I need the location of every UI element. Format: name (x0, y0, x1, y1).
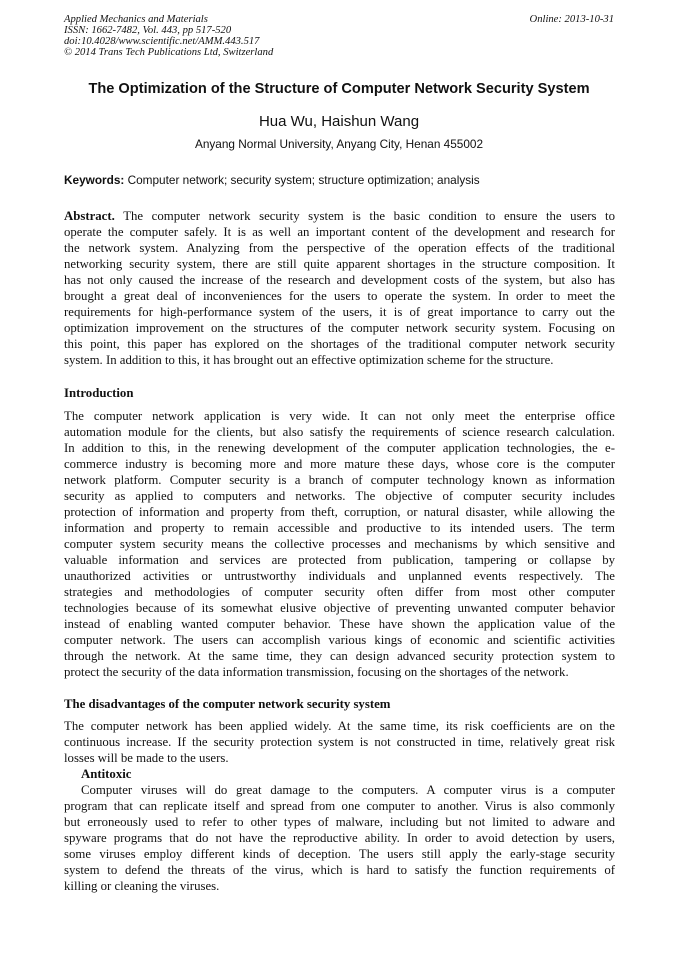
authors: Hua Wu, Haishun Wang (258, 113, 420, 130)
affiliation: Anyang Normal University, Anyang City, Henan 455002 (194, 137, 484, 151)
intro-line: computer network. The users can accomplish various kings of economic and scientific activities (64, 633, 615, 647)
disadvantages-section (64, 718, 615, 766)
antitoxic-line: system to defend the threats of the virus, which is hard to satisfy the function requirements of (64, 863, 615, 877)
antitoxic-section (64, 782, 615, 894)
disadvantages-line: The computer network has been applied widely. At the same time, its risk coefficients are on the (64, 719, 615, 733)
abstract-line: optimization improvement on the structures of the computer network security system. Focusing on (64, 321, 615, 335)
intro-line: technologies because of its somewhat elusive objective of preventing unwanted computer behavior (64, 601, 615, 615)
intro-line: In addition to this, in the renewing development of the computer application technologies, the e- (64, 441, 615, 455)
intro-line: unauthorized activities or untrustworthy individuals and unplanned events respectively. The (64, 569, 615, 583)
paper-title: The Optimization of the Structure of Computer Network Security System (88, 81, 590, 97)
intro-line: through the network. At the same time, they can design advanced security protection system to (64, 649, 615, 663)
keywords (64, 173, 616, 188)
issn-line: ISSN: 1662-7482, Vol. 443, pp 517-520 (64, 25, 232, 36)
abstract-section (64, 208, 615, 368)
abstract-line: system. In addition to this, it has brought out an effective optimization scheme for the structure. (64, 353, 554, 367)
antitoxic-line: but erroneously used to refer to other types of malware, including but not limited to adware and (64, 815, 615, 829)
abstract-line: requirements for high-performance system of the users, it is of great importance to carry out the (64, 305, 615, 319)
intro-line: protect the security of the data information transmission, focusing on the shortages of the network. (64, 665, 569, 679)
antitoxic-line: some viruses employ different kinds of deception. The users still apply the early-stage security (64, 847, 615, 861)
intro-line: commerce industry is becoming more and more mature these days, whose core is the computer (64, 457, 615, 471)
keywords-label: Keywords: (64, 173, 125, 187)
introduction-section (64, 408, 615, 680)
antitoxic-line: spyware programs that do not have the reproductive ability. In order to avoid detection by users, (64, 831, 615, 845)
intro-line: security as applied to computers and networks. The objective of computer security includes (64, 489, 615, 503)
abstract-line: networking security system, there are still quite apparent shortages in the structure composition. It (64, 257, 615, 271)
doi-line: doi:10.4028/www.scientific.net/AMM.443.517 (64, 36, 260, 47)
intro-line: valuable information and services are protected from publication, tampering or collapse by (64, 553, 615, 567)
disadvantages-line: losses will be made to the users. (64, 751, 229, 765)
intro-line: strategies and methodologies of computer security often differ from most other computer (64, 585, 615, 599)
abstract-line: this point, this paper has explored on the shortages of the traditional computer network security (64, 337, 615, 351)
keywords-text: Computer network; security system; structure optimization; analysis (127, 173, 480, 187)
journal-name: Applied Mechanics and Materials (64, 14, 208, 25)
abstract-label: Abstract. (64, 209, 115, 223)
copyright-line: © 2014 Trans Tech Publications Ltd, Switzerland (64, 47, 274, 58)
antitoxic-line: Computer viruses will do great damage to the computers. A computer virus is a computer (81, 783, 615, 797)
abstract-line: has not only caused the increase of the research and development costs of the system, but also has (64, 273, 615, 287)
intro-line: information and property to remain accessible and productive to its intended users. The term (64, 521, 615, 535)
disadvantages-line: continuous increase. If the security protection system is not constructed in time, relatively great risk (64, 735, 615, 749)
intro-line: computer system security means the collective processes and mechanisms by which sensitive and (64, 537, 615, 551)
intro-line: The computer network application is very wide. It can not only meet the enterprise office (64, 409, 615, 423)
disadvantages-heading: The disadvantages of the computer network security system (64, 697, 391, 711)
abstract-line: the network system. Analyzing from the perspective of the operation effects of the traditional (64, 241, 615, 255)
intro-line: network platform. Computer security is a branch of computer technology known as information (64, 473, 615, 487)
abstract-line-text: The computer network security system is the basic condition to ensure the users to (123, 209, 616, 223)
introduction-heading: Introduction (64, 386, 134, 400)
intro-line: instead of enabling wanted computer behavior. These have shown the application value of the (64, 617, 615, 631)
abstract-line: operate the computer safely. It is as well an important content of the development and research for (64, 225, 615, 239)
antitoxic-line: killing or cleaning the viruses. (64, 879, 220, 893)
abstract-line (64, 208, 615, 224)
intro-line: protection of information and property from theft, corruption, or natural disaster, while allowing the (64, 505, 615, 519)
abstract-line: brought a great deal of inconveniences for the users to operate the system. In order to meet the (64, 289, 615, 303)
antitoxic-line: program that can replicate itself and spread from one computer to another. Virus is also commonly (64, 799, 615, 813)
journal-header (64, 14, 424, 58)
online-date: Online: 2013-10-31 (529, 14, 614, 25)
antitoxic-heading: Antitoxic (81, 767, 132, 781)
intro-line: automation module for the clients, but also satisfy the requirements of science research calculation. (64, 425, 615, 439)
